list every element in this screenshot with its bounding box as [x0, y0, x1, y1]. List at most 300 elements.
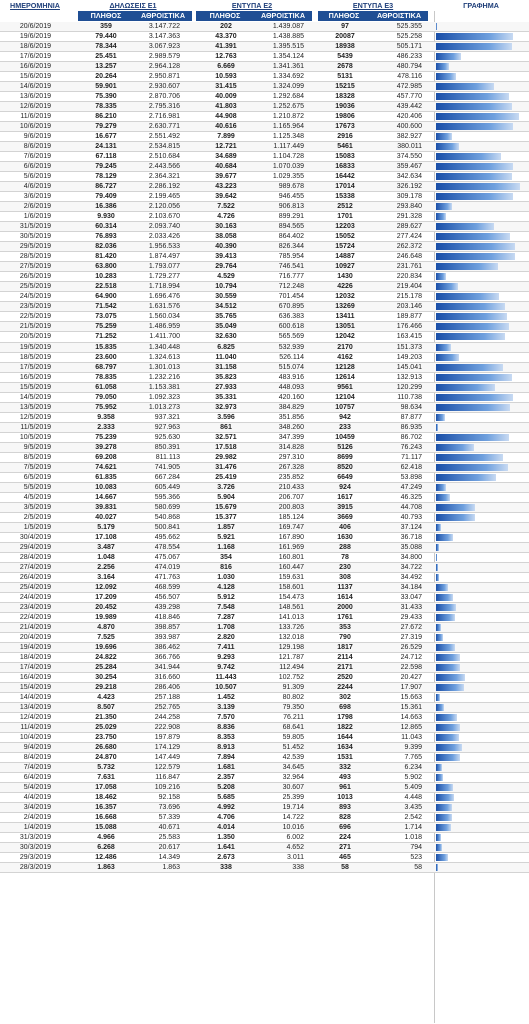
cell-date: 7/4/2019	[23, 764, 51, 772]
chart-bar	[436, 614, 455, 621]
cell-e2-cum: 169.747	[278, 523, 304, 531]
cell-e2-cum: 351.856	[278, 413, 304, 421]
cell-e1-cum: 3.147.363	[148, 33, 180, 41]
header-row-subcolumns	[0, 11, 529, 21]
table-row	[0, 52, 529, 62]
cell-e3-cum: 34.722	[400, 563, 422, 571]
cell-e3-cum: 6.234	[404, 764, 422, 772]
cell-e2-count: 34.512	[215, 303, 237, 311]
table-row	[0, 302, 529, 312]
table-row	[0, 733, 529, 743]
cell-e3-cum: 110.738	[397, 393, 422, 401]
cell-e1-cum: 1.956.533	[148, 243, 180, 251]
cell-e2-cum: 565.569	[278, 333, 304, 341]
table-row	[0, 843, 529, 853]
cell-e2-cum: 1.125.348	[272, 133, 304, 141]
cell-e1-count: 75.952	[95, 403, 117, 411]
cell-e3-count: 465	[339, 854, 351, 862]
cell-date: 7/5/2019	[23, 463, 51, 471]
cell-e2-count: 7.287	[217, 613, 235, 621]
cell-e1-count: 60.314	[95, 223, 117, 231]
chart-bar	[436, 103, 512, 110]
cell-e3-cum: 525.258	[396, 33, 422, 41]
cell-e3-count: 2678	[337, 63, 353, 71]
cell-date: 3/6/2019	[23, 193, 51, 201]
cell-e2-count: 31.476	[215, 463, 237, 471]
chart-bar	[436, 824, 451, 831]
chart-bar	[436, 794, 454, 801]
cell-e3-count: 2244	[337, 684, 353, 692]
cell-e1-count: 76.893	[95, 233, 117, 241]
cell-e1-count: 71.542	[95, 303, 117, 311]
cell-e3-cum: 374.550	[396, 153, 422, 161]
cell-date: 11/4/2019	[20, 724, 51, 732]
chart-bar	[436, 193, 513, 200]
cell-date: 28/4/2019	[19, 553, 51, 561]
cell-e1-cum: 475.067	[154, 553, 180, 561]
cell-e1-cum: 2.950.871	[148, 73, 180, 81]
cell-e1-cum: 580.699	[154, 503, 180, 511]
cell-e2-count: 10.794	[215, 283, 237, 291]
cell-e1-cum: 1.696.476	[148, 293, 180, 301]
cell-e1-cum: 2.510.684	[148, 153, 180, 161]
cell-e2-count: 31.415	[215, 83, 237, 91]
cell-date: 2/5/2019	[23, 513, 51, 521]
cell-e1-cum: 3.067.923	[148, 43, 180, 51]
cell-e3-count: 12128	[335, 363, 355, 371]
cell-date: 30/4/2019	[19, 533, 51, 541]
cell-date: 4/6/2019	[23, 183, 51, 191]
cell-date: 24/5/2019	[19, 293, 51, 301]
cell-e2-cum: 4.652	[286, 844, 304, 852]
cell-date: 20/6/2019	[19, 23, 51, 30]
cell-e2-cum: 1.070.039	[272, 163, 304, 171]
cell-e1-count: 79.050	[95, 393, 117, 401]
cell-e2-count: 3.726	[217, 483, 235, 491]
cell-e2-cum: 32.964	[282, 774, 304, 782]
cell-e1-count: 23.600	[95, 353, 117, 361]
cell-date: 29/3/2019	[19, 854, 51, 862]
cell-e1-cum: 3.147.722	[148, 23, 180, 30]
cell-date: 10/4/2019	[19, 734, 51, 742]
cell-e2-cum: 200.803	[278, 503, 304, 511]
cell-e1-cum: 2.120.056	[148, 203, 180, 211]
cell-e2-cum: 206.707	[278, 493, 304, 501]
cell-e2-cum: 1.439.087	[272, 23, 304, 30]
cell-e2-cum: 112.494	[279, 664, 304, 671]
cell-e1-count: 2.333	[97, 423, 115, 431]
e2-group-header: ΕΝΤΥΠΑ Ε2	[231, 1, 273, 10]
chart-bar	[436, 364, 503, 371]
cell-e3-count: 4226	[337, 283, 353, 291]
cell-e2-cum: 785.954	[278, 253, 304, 261]
cell-e3-count: 271	[339, 844, 351, 852]
cell-e1-count: 9.930	[97, 213, 115, 221]
cell-e2-cum: 946.455	[278, 193, 304, 201]
cell-e2-cum: 894.565	[278, 223, 304, 231]
table-row	[0, 202, 529, 212]
cell-date: 5/5/2019	[23, 483, 51, 491]
cell-e3-cum: 523	[410, 854, 422, 862]
e2-count-header: ΠΛΗΘΟΣ	[196, 11, 254, 21]
cell-e1-cum: 2.443.566	[148, 163, 180, 171]
cell-e3-count: 14887	[335, 253, 355, 261]
cell-e2-cum: 10.016	[282, 824, 304, 832]
cell-date: 14/5/2019	[19, 393, 51, 401]
cell-e2-count: 27.933	[215, 383, 237, 391]
cell-e3-cum: 4.448	[404, 794, 422, 802]
cell-e3-cum: 1.714	[404, 824, 422, 832]
cell-e2-count: 4.529	[217, 273, 235, 281]
cell-e3-count: 15052	[335, 233, 355, 241]
cell-date: 9/5/2019	[23, 443, 51, 451]
cell-e2-cum: 154.473	[278, 593, 304, 601]
cell-e1-count: 79.279	[95, 123, 117, 131]
cell-e2-cum: 1.117.449	[273, 143, 304, 151]
cell-e3-count: 19806	[335, 113, 355, 121]
cell-e1-count: 5.732	[97, 764, 115, 772]
cell-e2-cum: 161.969	[278, 543, 304, 551]
chart-bar	[436, 514, 475, 521]
chart-bar	[436, 33, 513, 40]
cell-e1-count: 16.386	[95, 203, 117, 211]
table-row	[0, 593, 529, 603]
cell-e3-cum: 36.718	[400, 533, 422, 541]
cell-e1-cum: 2.989.579	[148, 53, 180, 61]
chart-bar	[436, 454, 503, 461]
chart-bar	[436, 354, 459, 361]
cell-e3-cum: 27.672	[400, 623, 422, 631]
chart-bar	[436, 604, 456, 611]
cell-e1-cum: 1.718.994	[148, 283, 180, 291]
cell-e2-cum: 1.252.675	[272, 103, 304, 111]
cell-e1-cum: 1.793.077	[148, 263, 180, 271]
cell-e1-count: 74.621	[95, 463, 117, 471]
cell-e3-cum: 231.761	[396, 263, 422, 271]
cell-e2-count: 1.641	[217, 844, 235, 852]
cell-date: 17/5/2019	[19, 363, 51, 371]
cell-e2-count: 1.030	[217, 573, 235, 581]
cell-e2-count: 40.009	[215, 93, 237, 101]
cell-e3-cum: 26.529	[400, 643, 422, 651]
cell-e3-cum: 342.634	[396, 173, 422, 181]
cell-e2-cum: 133.726	[278, 623, 304, 631]
cell-date: 8/6/2019	[23, 143, 51, 151]
table-row	[0, 473, 529, 483]
table-row	[0, 643, 529, 653]
cell-e1-count: 4.966	[97, 834, 115, 842]
chart-bar	[436, 534, 453, 541]
table-row	[0, 363, 529, 373]
cell-e1-cum: 222.908	[154, 724, 180, 732]
cell-e3-count: 2916	[337, 133, 353, 141]
chart-bar	[436, 424, 438, 431]
cell-e2-cum: 51.452	[282, 744, 304, 752]
cell-date: 9/4/2019	[23, 744, 51, 752]
cell-e1-cum: 2.286.192	[148, 183, 180, 191]
cell-e1-cum: 252.765	[154, 704, 180, 712]
table-row	[0, 282, 529, 292]
e1-cumulative-header: ΑΘΡΟΙΣΤΙΚΑ	[134, 11, 192, 21]
cell-date: 22/5/2019	[19, 313, 51, 321]
cell-date: 1/5/2019	[23, 523, 51, 531]
cell-e2-count: 30.163	[215, 223, 237, 231]
cell-e3-count: 18328	[335, 93, 355, 101]
cell-e1-cum: 811.113	[155, 453, 180, 461]
chart-bar	[436, 293, 499, 300]
cell-e3-cum: 33.047	[400, 593, 422, 601]
cell-date: 28/5/2019	[19, 253, 51, 261]
cell-e1-count: 86.727	[95, 183, 117, 191]
cell-e2-cum: 235.852	[278, 473, 304, 481]
cell-e1-cum: 398.857	[154, 623, 180, 631]
cell-e3-count: 493	[339, 774, 351, 782]
cell-date: 6/6/2019	[23, 163, 51, 171]
cell-e1-cum: 197.879	[154, 734, 180, 742]
cell-e1-cum: 495.662	[154, 533, 180, 541]
cell-e2-count: 31.158	[215, 363, 237, 371]
cell-e1-count: 1.863	[97, 864, 115, 872]
cell-e1-cum: 595.366	[154, 493, 180, 501]
cell-e3-cum: 120.299	[396, 383, 422, 391]
cell-e3-cum: 98.634	[400, 403, 422, 411]
cell-date: 2/4/2019	[23, 814, 51, 822]
table-row	[0, 713, 529, 723]
cell-e3-count: 961	[339, 784, 351, 792]
cell-e1-count: 25.451	[95, 53, 117, 61]
cell-e2-count: 1.452	[217, 694, 235, 702]
cell-e1-count: 69.208	[95, 453, 117, 461]
cell-e1-count: 3.164	[97, 573, 115, 581]
cell-e1-cum: 850.391	[154, 443, 180, 451]
cell-e3-count: 13051	[335, 323, 355, 331]
chart-bar	[436, 664, 460, 671]
cell-e2-count: 816	[220, 563, 232, 571]
cell-e1-cum: 1.863	[162, 864, 180, 872]
cell-e1-cum: 1.013.273	[148, 403, 180, 411]
cell-e1-cum: 927.963	[154, 423, 180, 431]
cell-e3-count: 288	[339, 543, 351, 551]
cell-e3-count: 10927	[335, 263, 355, 271]
cell-date: 23/5/2019	[19, 303, 51, 311]
cell-e3-cum: 5.902	[404, 774, 422, 782]
table-row	[0, 653, 529, 663]
cell-e3-count: 13269	[335, 303, 355, 311]
cell-e3-cum: 145.041	[396, 363, 422, 371]
cell-e3-count: 8520	[337, 463, 353, 471]
cell-date: 17/6/2019	[19, 53, 51, 61]
chart-bar	[436, 263, 498, 270]
cell-e3-count: 10757	[335, 403, 355, 411]
cell-e3-count: 13411	[335, 313, 355, 321]
cell-e3-count: 19036	[335, 103, 355, 111]
cell-e3-count: 16442	[335, 173, 355, 181]
cell-date: 2/6/2019	[23, 203, 51, 211]
chart-bar	[436, 384, 495, 391]
cell-e1-cum: 1.729.277	[148, 273, 180, 281]
cell-e1-count: 12.486	[95, 854, 117, 862]
chart-bar	[436, 684, 464, 691]
cell-e3-count: 3669	[337, 513, 353, 521]
cell-e2-count: 4.706	[217, 814, 235, 822]
cell-e3-count: 12203	[335, 223, 355, 231]
cell-e1-cum: 1.340.448	[148, 343, 180, 351]
table-row	[0, 423, 529, 433]
cell-e2-count: 9.293	[217, 653, 235, 661]
cell-e2-cum: 1.165.964	[272, 123, 304, 131]
cell-e1-cum: 1.631.576	[148, 303, 180, 311]
chart-bar	[436, 544, 439, 551]
cell-date: 1/4/2019	[23, 824, 51, 832]
cell-e2-count: 43.223	[215, 183, 237, 191]
cell-e1-count: 17.209	[95, 593, 117, 601]
cell-e1-cum: 20.617	[158, 844, 180, 852]
table-row	[0, 483, 529, 493]
chart-bar	[436, 414, 445, 421]
cell-e2-cum: 526.114	[279, 353, 304, 361]
table-row	[0, 793, 529, 803]
cell-e3-count: 893	[339, 804, 351, 812]
cell-e3-count: 406	[339, 523, 351, 531]
cell-e1-count: 23.750	[95, 734, 117, 742]
cell-e2-count: 41.803	[215, 103, 237, 111]
cell-e2-count: 35.823	[215, 373, 237, 381]
chart-bar	[436, 43, 512, 50]
cell-e1-count: 10.283	[95, 273, 117, 281]
table-row	[0, 373, 529, 383]
cell-date: 13/4/2019	[19, 704, 51, 712]
cell-e2-count: 1.857	[217, 523, 235, 531]
cell-e2-cum: 34.645	[282, 764, 304, 772]
cell-date: 16/4/2019	[19, 674, 51, 682]
cell-e1-cum: 2.930.607	[148, 83, 180, 91]
chart-bar	[436, 213, 446, 220]
cell-e2-cum: 420.160	[278, 393, 304, 401]
cell-e3-count: 5126	[337, 443, 353, 451]
cell-e2-cum: 160.447	[278, 563, 304, 571]
cell-e3-count: 15083	[335, 153, 355, 161]
cell-e2-cum: 1.334.692	[272, 73, 304, 81]
chart-bar	[436, 323, 509, 330]
cell-e3-count: 1430	[337, 273, 353, 281]
cell-e1-count: 75.390	[95, 93, 117, 101]
cell-e1-count: 30.254	[95, 674, 117, 682]
chart-bar	[436, 183, 520, 190]
table-row	[0, 222, 529, 232]
cell-e1-count: 79.440	[95, 33, 117, 41]
cell-e1-cum: 1.486.959	[148, 323, 180, 331]
cell-e3-count: 5131	[337, 73, 353, 81]
cell-e2-cum: 42.539	[282, 754, 304, 762]
cell-e3-cum: 34.184	[400, 583, 422, 591]
table-row	[0, 433, 529, 443]
cell-e2-count: 38.058	[215, 233, 237, 241]
chart-bar	[436, 754, 460, 761]
cell-e2-count: 15.377	[215, 513, 237, 521]
table-row	[0, 443, 529, 453]
cell-e2-count: 25.419	[215, 473, 237, 481]
cell-e2-cum: 1.210.872	[272, 113, 304, 121]
cell-e3-cum: 14.663	[400, 714, 422, 722]
cell-e3-count: 224	[339, 834, 351, 842]
cell-e3-cum: 31.433	[400, 603, 422, 611]
cell-e3-cum: 400.600	[396, 123, 422, 131]
cell-e1-count: 16.668	[95, 814, 117, 822]
cell-e3-cum: 439.442	[396, 103, 422, 111]
cell-e2-cum: 906.813	[278, 203, 304, 211]
cell-e1-count: 25.284	[95, 664, 117, 671]
cell-e3-cum: 11.043	[401, 734, 422, 742]
cell-e1-count: 9.358	[97, 413, 115, 421]
cell-e1-count: 61.058	[95, 383, 117, 391]
cell-e2-count: 8.836	[217, 724, 235, 732]
cell-e3-count: 15338	[335, 193, 355, 201]
cell-e2-cum: 670.895	[278, 303, 304, 311]
cell-date: 31/3/2019	[19, 834, 51, 842]
cell-date: 4/4/2019	[23, 794, 51, 802]
table-row	[0, 132, 529, 142]
table-row	[0, 332, 529, 342]
cell-e2-count: 11.040	[215, 353, 237, 361]
cell-e2-count: 7.894	[217, 754, 235, 762]
cell-date: 27/4/2019	[19, 563, 51, 571]
cell-e3-count: 9561	[337, 383, 353, 391]
chart-bar	[436, 634, 443, 641]
cell-e2-count: 5.921	[217, 533, 235, 541]
cell-e1-count: 61.835	[95, 473, 117, 481]
table-row	[0, 262, 529, 272]
cell-e3-count: 233	[339, 423, 351, 431]
cell-e2-cum: 384.829	[278, 403, 304, 411]
cell-e1-count: 81.420	[95, 253, 117, 261]
cell-e2-cum: 6.002	[286, 834, 304, 842]
cell-date: 29/4/2019	[19, 543, 51, 551]
cell-e2-count: 8.353	[217, 734, 235, 742]
cell-e1-cum: 386.462	[154, 643, 180, 651]
cell-date: 11/5/2019	[20, 423, 51, 431]
cell-e1-cum: 439.298	[154, 603, 180, 611]
cell-e2-cum: 3.011	[287, 854, 304, 862]
cell-e2-cum: 76.211	[283, 714, 304, 722]
cell-e2-cum: 68.641	[282, 724, 304, 732]
table-row	[0, 112, 529, 122]
cell-e2-count: 29.982	[215, 453, 237, 461]
cell-e2-cum: 483.916	[278, 373, 304, 381]
table-row	[0, 563, 529, 573]
cell-e2-count: 32.630	[215, 333, 237, 341]
cell-e3-count: 16833	[335, 163, 355, 171]
cell-e1-cum: 25.583	[158, 834, 180, 842]
cell-e1-count: 75.259	[95, 323, 117, 331]
cell-date: 6/4/2019	[23, 774, 51, 782]
cell-e3-cum: 215.178	[396, 293, 422, 301]
cell-e2-cum: 79.350	[282, 704, 304, 712]
cell-date: 8/4/2019	[23, 754, 51, 762]
cell-e1-count: 1.048	[97, 553, 115, 561]
cell-e1-cum: 109.216	[154, 784, 180, 792]
cell-e1-count: 15.088	[95, 824, 117, 832]
table-row	[0, 603, 529, 613]
e2-cumulative-header: ΑΘΡΟΙΣΤΙΚΑ	[254, 11, 312, 21]
cell-e1-cum: 393.987	[154, 633, 180, 641]
chart-bar	[436, 303, 505, 310]
cell-e2-count: 3.139	[217, 704, 235, 712]
cell-e2-cum: 338	[292, 864, 304, 872]
cell-e2-cum: 701.454	[278, 293, 304, 301]
cell-e3-cum: 189.877	[396, 313, 422, 321]
table-row	[0, 513, 529, 523]
cell-e1-count: 86.210	[95, 113, 117, 121]
